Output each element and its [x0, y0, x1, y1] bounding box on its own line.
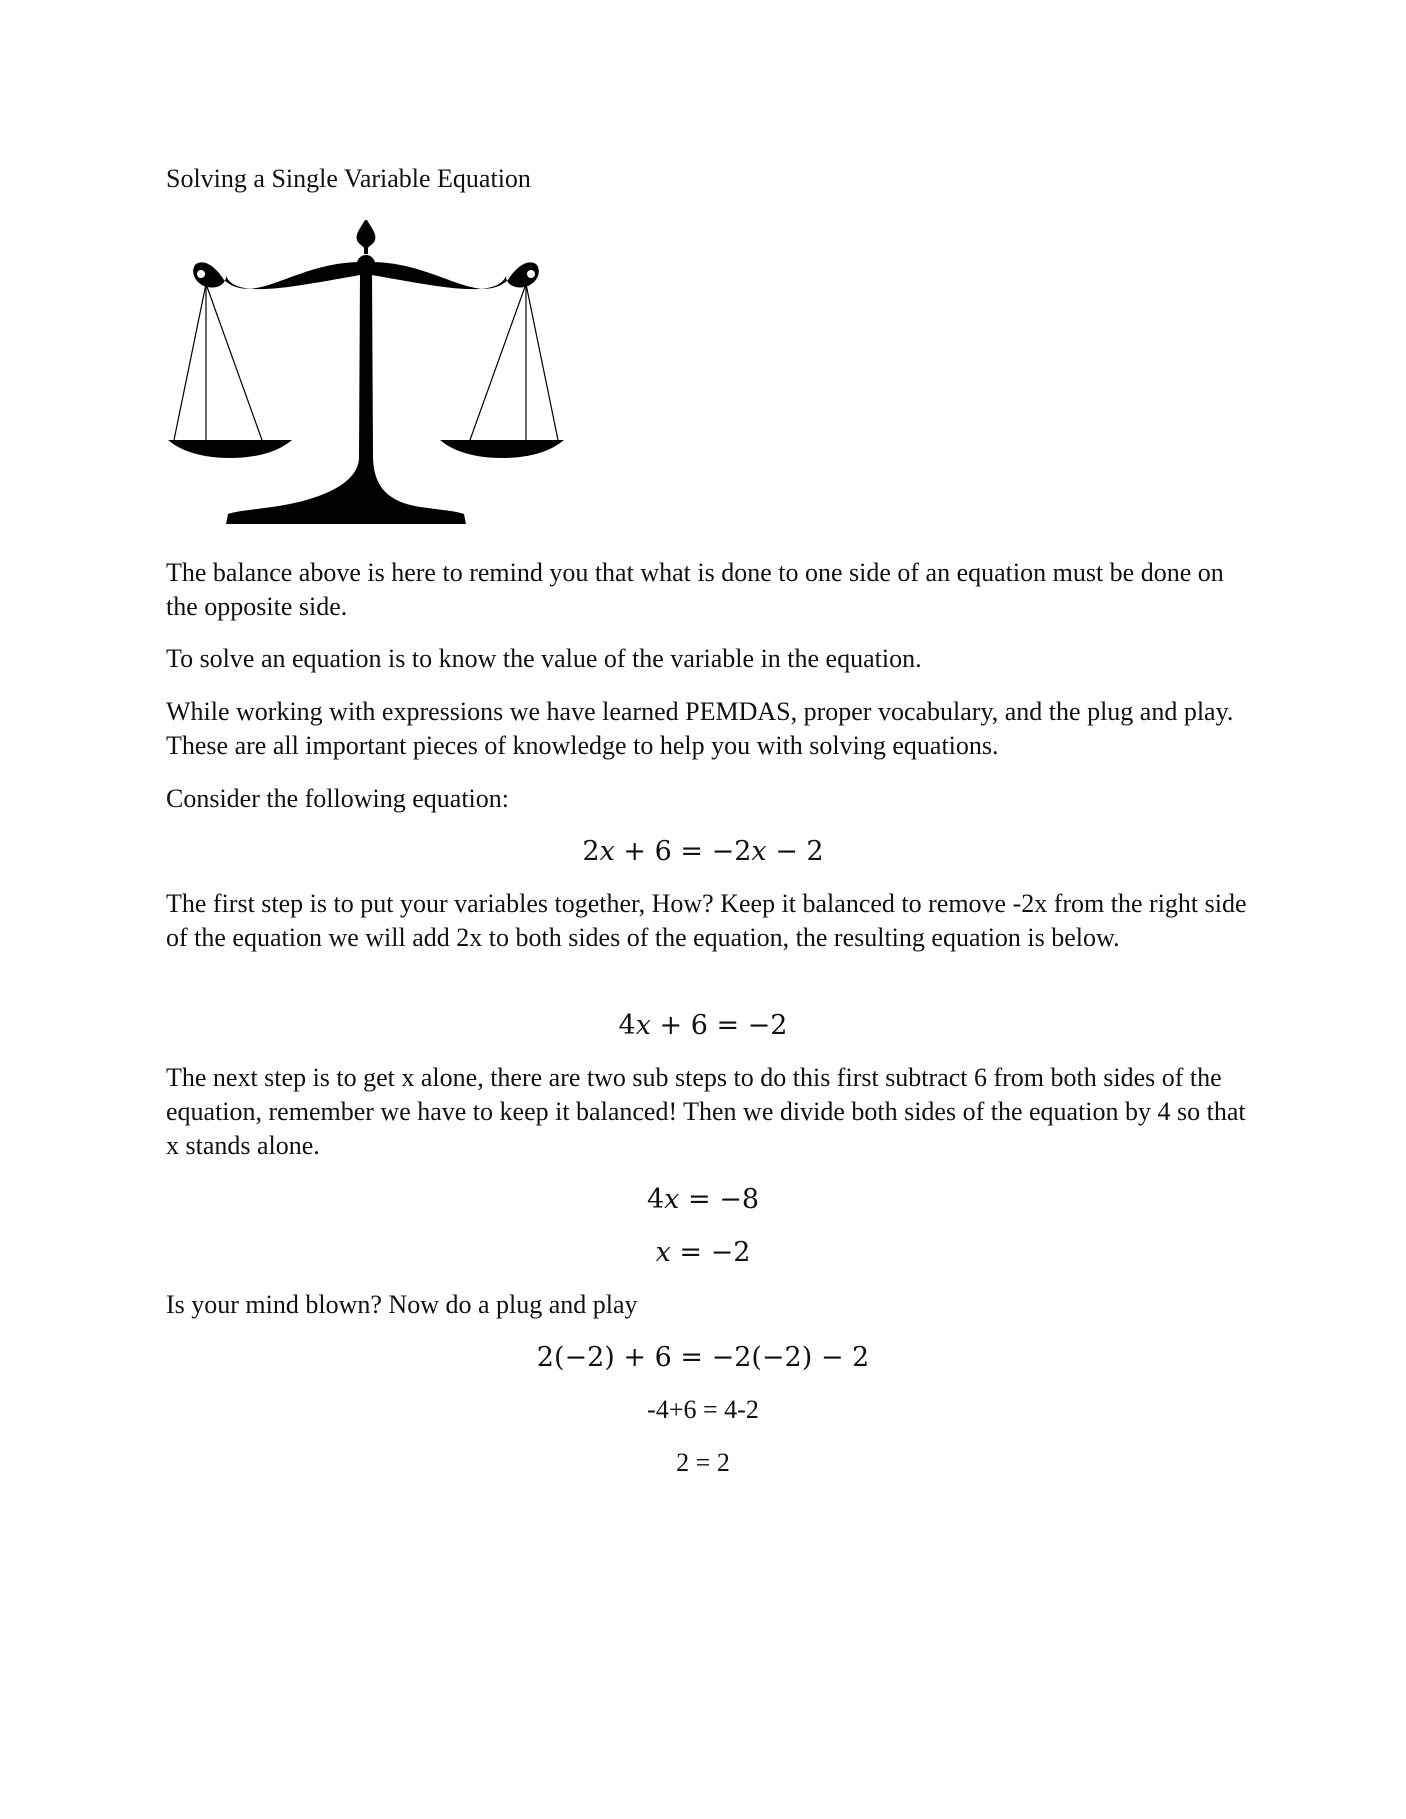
equation-original: 2x + 6 = −2x − 2 [582, 836, 824, 867]
document-title: Solving a Single Variable Equation [166, 164, 531, 193]
balance-scale-icon [166, 218, 576, 536]
equation-substituted: 2(−2) + 6 = −2(−2) − 2 [536, 1342, 870, 1373]
equation-subtracted: 4x = −8 [646, 1184, 759, 1215]
paragraph-balance-reminder: The balance above is here to remind you that what is done to one side of an equation must be done on the opposite side. [166, 558, 1224, 621]
paragraph-definition: To solve an equation is to know the value of the variable in the equation. [166, 644, 922, 673]
equation-evaluated: -4+6 = 4-2 [647, 1395, 759, 1424]
equation-combined: 4x + 6 = −2 [618, 1010, 788, 1041]
paragraph-next-step: The next step is to get x alone, there are two sub steps to do this first subtract 6 from both sides of the equation, remember we have to keep it balanced! Then we divide both sides of the equation by 4 so that x stands alone. [166, 1063, 1246, 1160]
paragraph-plug-and-play: Is your mind blown? Now do a plug and play [166, 1290, 638, 1319]
paragraph-consider: Consider the following equation: [166, 784, 510, 813]
paragraph-prior-knowledge: While working with expressions we have learned PEMDAS, proper vocabulary, and the plug and play. These are all important pieces of knowledge to help you with solving equations. [166, 697, 1234, 760]
equation-check: 2 = 2 [676, 1448, 730, 1477]
equation-solution: x = −2 [655, 1237, 751, 1268]
paragraph-first-step: The first step is to put your variables together, How? Keep it balanced to remove -2x from the right side of the equation we will add 2x to both sides of the equation, the resulting equation is below. [166, 889, 1247, 952]
